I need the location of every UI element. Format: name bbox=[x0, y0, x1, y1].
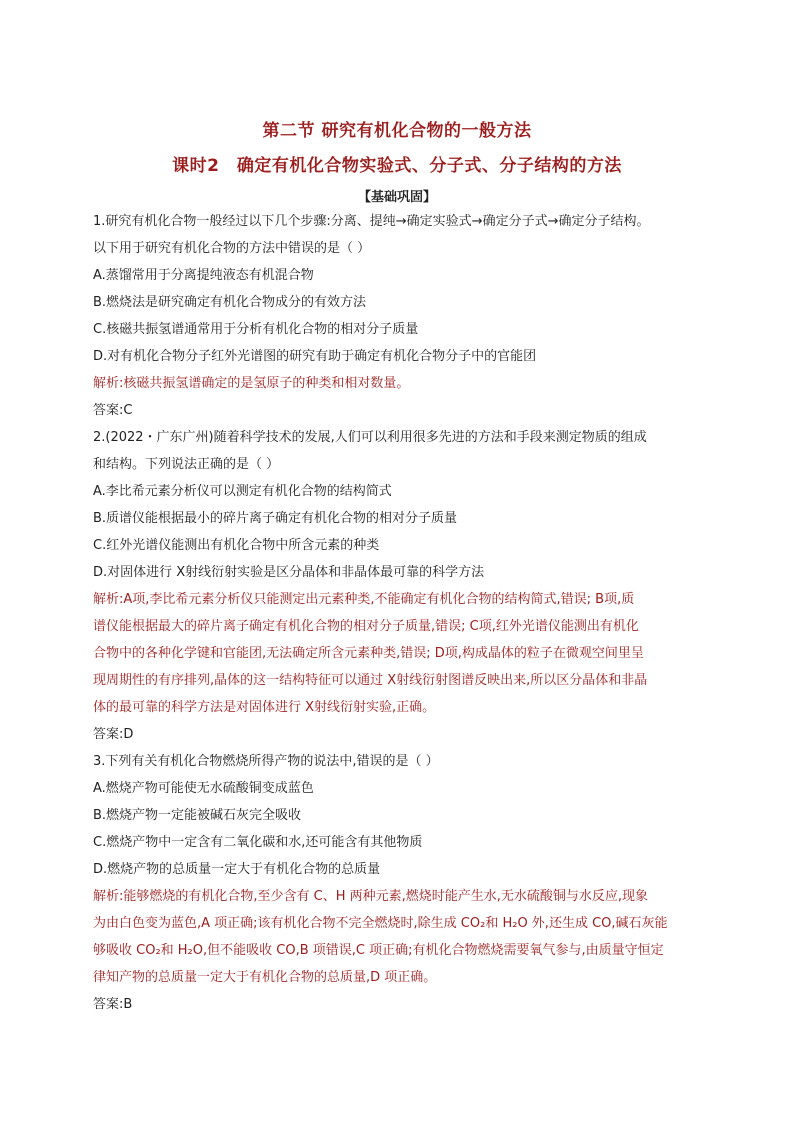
q3-stem-line-1: 3.下列有关有机化合物燃烧所得产物的说法中,错误的是（ ） bbox=[93, 754, 439, 769]
q3-analysis-line-1: 解析:能够燃烧的有机化合物,至少含有 C、H 两种元素,燃烧时能产生水,无水硫酸铜与水反应,现象 bbox=[93, 889, 649, 904]
q3-option-b: B.燃烧产物一定能被碱石灰完全吸收 bbox=[93, 808, 302, 823]
q2-answer: 答案:D bbox=[93, 727, 134, 742]
q1-answer: 答案:C bbox=[93, 403, 133, 418]
q2-analysis-line-3: 合物中的各种化学键和官能团,无法确定所含元素种类,错误; D项,构成晶体的粒子在微观空间里呈 bbox=[93, 646, 644, 661]
q2-option-b: B.质谱仪能根据最小的碎片离子确定有机化合物的相对分子质量 bbox=[93, 511, 458, 526]
section-heading: 【基础巩固】 bbox=[357, 190, 436, 205]
q3-option-d: D.燃烧产物的总质量一定大于有机化合物的总质量 bbox=[93, 862, 381, 877]
q1-stem-line-2: 以下用于研究有机化合物的方法中错误的是（ ） bbox=[93, 241, 371, 256]
lesson-subtitle: 课时2 确定有机化合物实验式、分子式、分子结构的方法 bbox=[172, 156, 622, 176]
q2-option-d: D.对固体进行 X射线衍射实验是区分晶体和非晶体最可靠的科学方法 bbox=[93, 565, 485, 580]
q3-option-c: C.燃烧产物中一定含有二氧化碳和水,还可能含有其他物质 bbox=[93, 835, 423, 850]
q1-option-b: B.燃烧法是研究确定有机化合物成分的有效方法 bbox=[93, 295, 367, 310]
q2-analysis-line-2: 谱仪能根据最大的碎片离子确定有机化合物的相对分子质量,错误; C项,红外光谱仪能测出有机化 bbox=[93, 619, 639, 634]
q1-stem-line-1: 1.研究有机化合物一般经过以下几个步骤:分离、提纯→确定实验式→确定分子式→确定分子结构。 bbox=[93, 214, 650, 229]
q2-option-c: C.红外光谱仪能测出有机化合物中所含元素的种类 bbox=[93, 538, 380, 553]
q2-stem-line-1: 2.(2022・广东广州)随着科学技术的发展,人们可以利用很多先进的方法和手段来测定物质的组成 bbox=[93, 430, 647, 445]
q2-option-a: A.李比希元素分析仪可以测定有机化合物的结构简式 bbox=[93, 484, 392, 499]
q2-stem-line-2: 和结构。下列说法正确的是（ ） bbox=[93, 457, 280, 472]
q1-option-c: C.核磁共振氢谱通常用于分析有机化合物的相对分子质量 bbox=[93, 322, 419, 337]
q3-answer: 答案:B bbox=[93, 997, 133, 1012]
q3-analysis-line-3: 够吸收 CO₂和 H₂O,但不能吸收 CO,B 项错误,C 项正确;有机化合物燃烧需要氧气参与,由质量守恒定 bbox=[93, 943, 664, 958]
q2-analysis-line-1: 解析:A项,李比希元素分析仪只能测定出元素种类,不能确定有机化合物的结构简式,错误; B项,质 bbox=[93, 592, 635, 607]
q3-analysis-line-2: 为由白色变为蓝色,A 项正确;该有机化合物不完全燃烧时,除生成 CO₂和 H₂O 外,还生成 CO,碱石灰能 bbox=[93, 916, 668, 931]
q1-option-d: D.对有机化合物分子红外光谱图的研究有助于确定有机化合物分子中的官能团 bbox=[93, 349, 537, 364]
q1-analysis-line-1: 解析:核磁共振氢谱确定的是氢原子的种类和相对数量。 bbox=[93, 376, 410, 391]
q3-option-a: A.燃烧产物可能使无水硫酸铜变成蓝色 bbox=[93, 781, 314, 796]
q2-analysis-line-4: 现周期性的有序排列,晶体的这一结构特征可以通过 X射线衍射图谱反映出来,所以区分晶体和非晶 bbox=[93, 673, 648, 688]
q1-option-a: A.蒸馏常用于分离提纯液态有机混合物 bbox=[93, 268, 314, 283]
q3-analysis-line-4: 律知产物的总质量一定大于有机化合物的总质量,D 项正确。 bbox=[93, 970, 437, 985]
q2-analysis-line-5: 体的最可靠的科学方法是对固体进行 X射线衍射实验,正确。 bbox=[93, 700, 436, 715]
page-title: 第二节 研究有机化合物的一般方法 bbox=[262, 121, 532, 141]
